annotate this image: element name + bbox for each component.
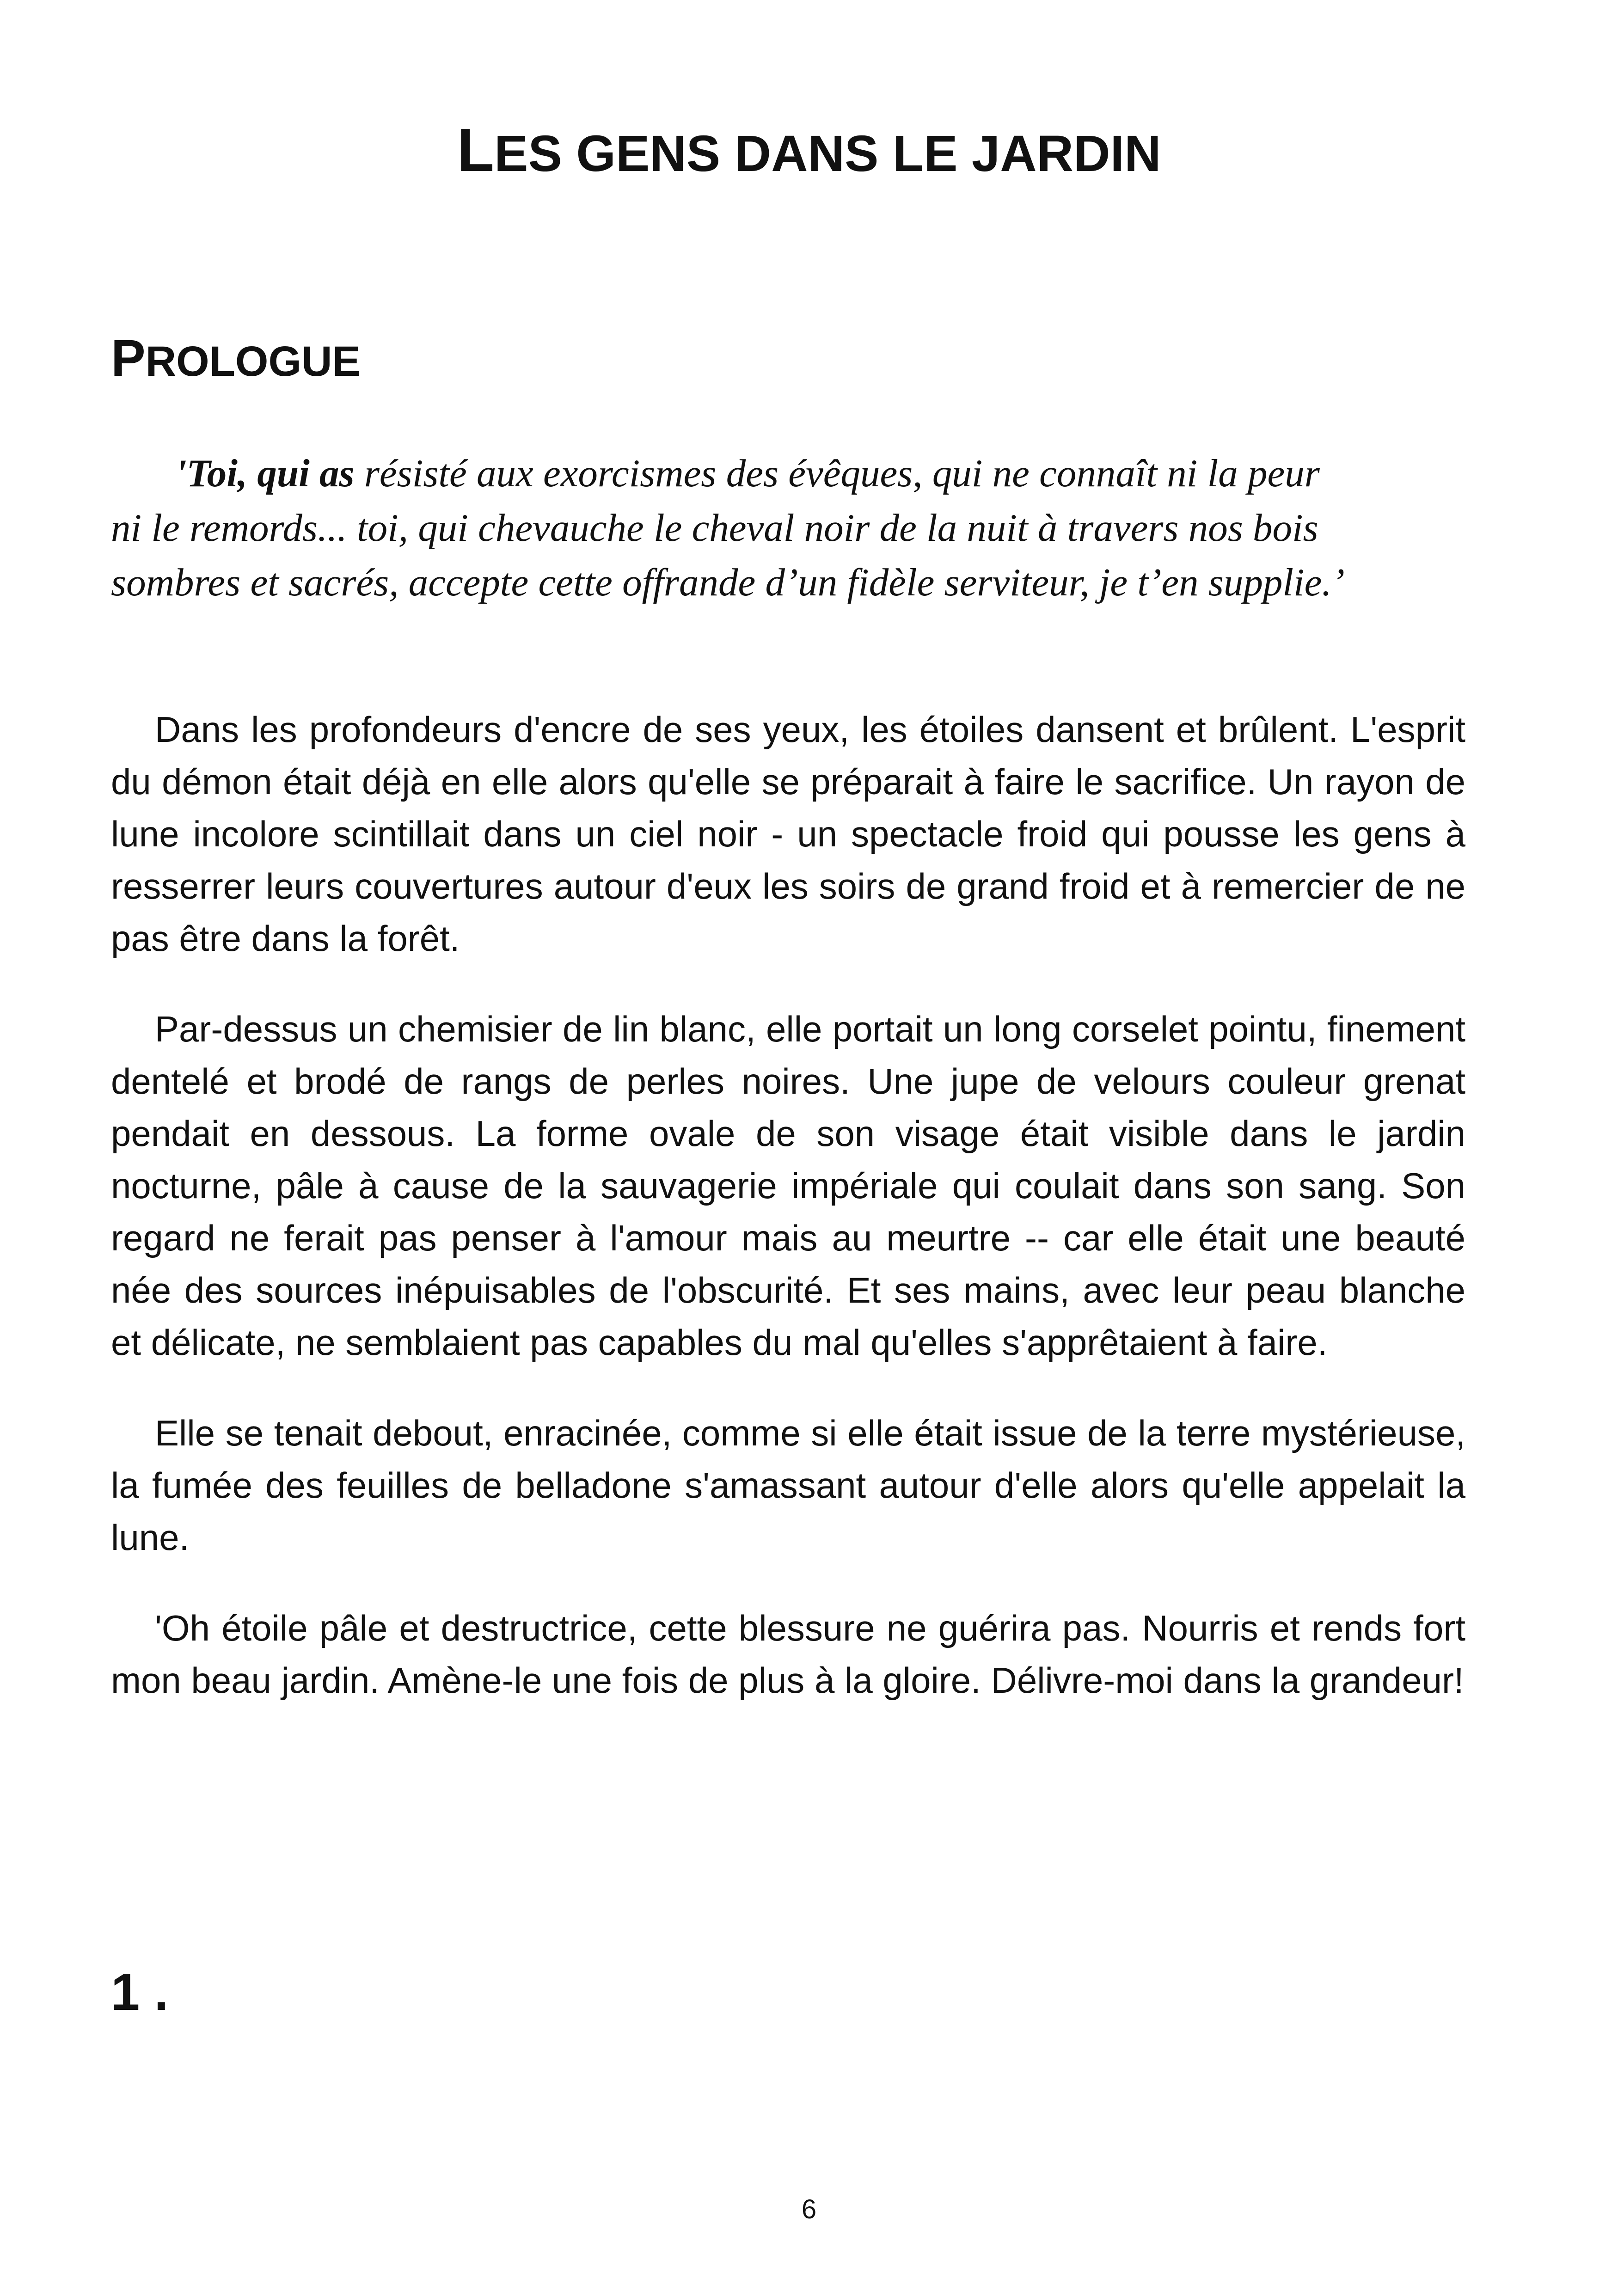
- title-rest: ES GENS DANS LE JARDIN: [494, 125, 1161, 182]
- prologue-heading: [111, 326, 361, 394]
- paragraph-3: Elle se tenait debout, enracinée, comme si elle était issue de la terre mystérieuse, la fumée des feuilles de belladone s'amassant autour d'elle alors qu'elle appelait la lune.: [111, 1413, 1465, 1558]
- epigraph-bold-opening: 'Toi, qui as: [176, 452, 355, 495]
- prologue-initial: P: [111, 329, 146, 387]
- paragraph-4: 'Oh étoile pâle et destructrice, cette blessure ne guérira pas. Nourris et rends fort mon beau jardin. Amène-le une fois de plus à la gloire. Délivre-moi dans la grandeur!: [111, 1608, 1465, 1701]
- title-initial: L: [457, 116, 495, 184]
- paragraph-1: Dans les profondeurs d'encre de ses yeux, les étoiles dansent et brûlent. L'esprit du démon était déjà en elle alors qu'elle se préparait à faire le sacrifice. Un rayon de lune incolore scintillait dans un ciel noir - un spectacle froid qui pousse les gens à resserrer leurs couvertures autour d'eux les soirs de grand froid et à remercier de ne pas être dans la forêt.: [111, 709, 1465, 959]
- epigraph-line-2: ni le remords... toi, qui chevauche le cheval noir de la nuit à travers nos bois: [111, 506, 1318, 550]
- prologue-body: [111, 704, 1465, 1745]
- chapter-number: 1 .: [111, 1963, 169, 2021]
- paragraph-2: Par-dessus un chemisier de lin blanc, elle portait un long corselet pointu, finement dentelé et brodé de rangs de perles noires. Une jupe de velours couleur grenat pendait en dessous. La forme ovale de son visage était visible dans le jardin nocturne, pâle à cause de la sauvagerie impériale qui coulait dans son sang. Son regard ne ferait pas penser à l'amour mais au meurtre -- car elle était une beauté née des sources inépuisables de l'obscurité. Et ses mains, avec leur peau blanche et délicate, ne semblaient pas capables du mal qu'elles s'apprêtaient à faire.: [111, 1009, 1465, 1363]
- epigraph: [111, 446, 1465, 610]
- epigraph-line-1-text: résisté aux exorcismes des évêques, qui ne connaît ni la peur: [354, 452, 1320, 495]
- epigraph-line-1: [111, 446, 1465, 501]
- epigraph-line-3: sombres et sacrés, accepte cette offrande d’un fidèle serviteur, je t’en supplie.’: [111, 561, 1345, 604]
- document-title: [0, 118, 1618, 186]
- prologue-rest: ROLOGUE: [145, 338, 361, 385]
- page-number: 6: [801, 2194, 817, 2224]
